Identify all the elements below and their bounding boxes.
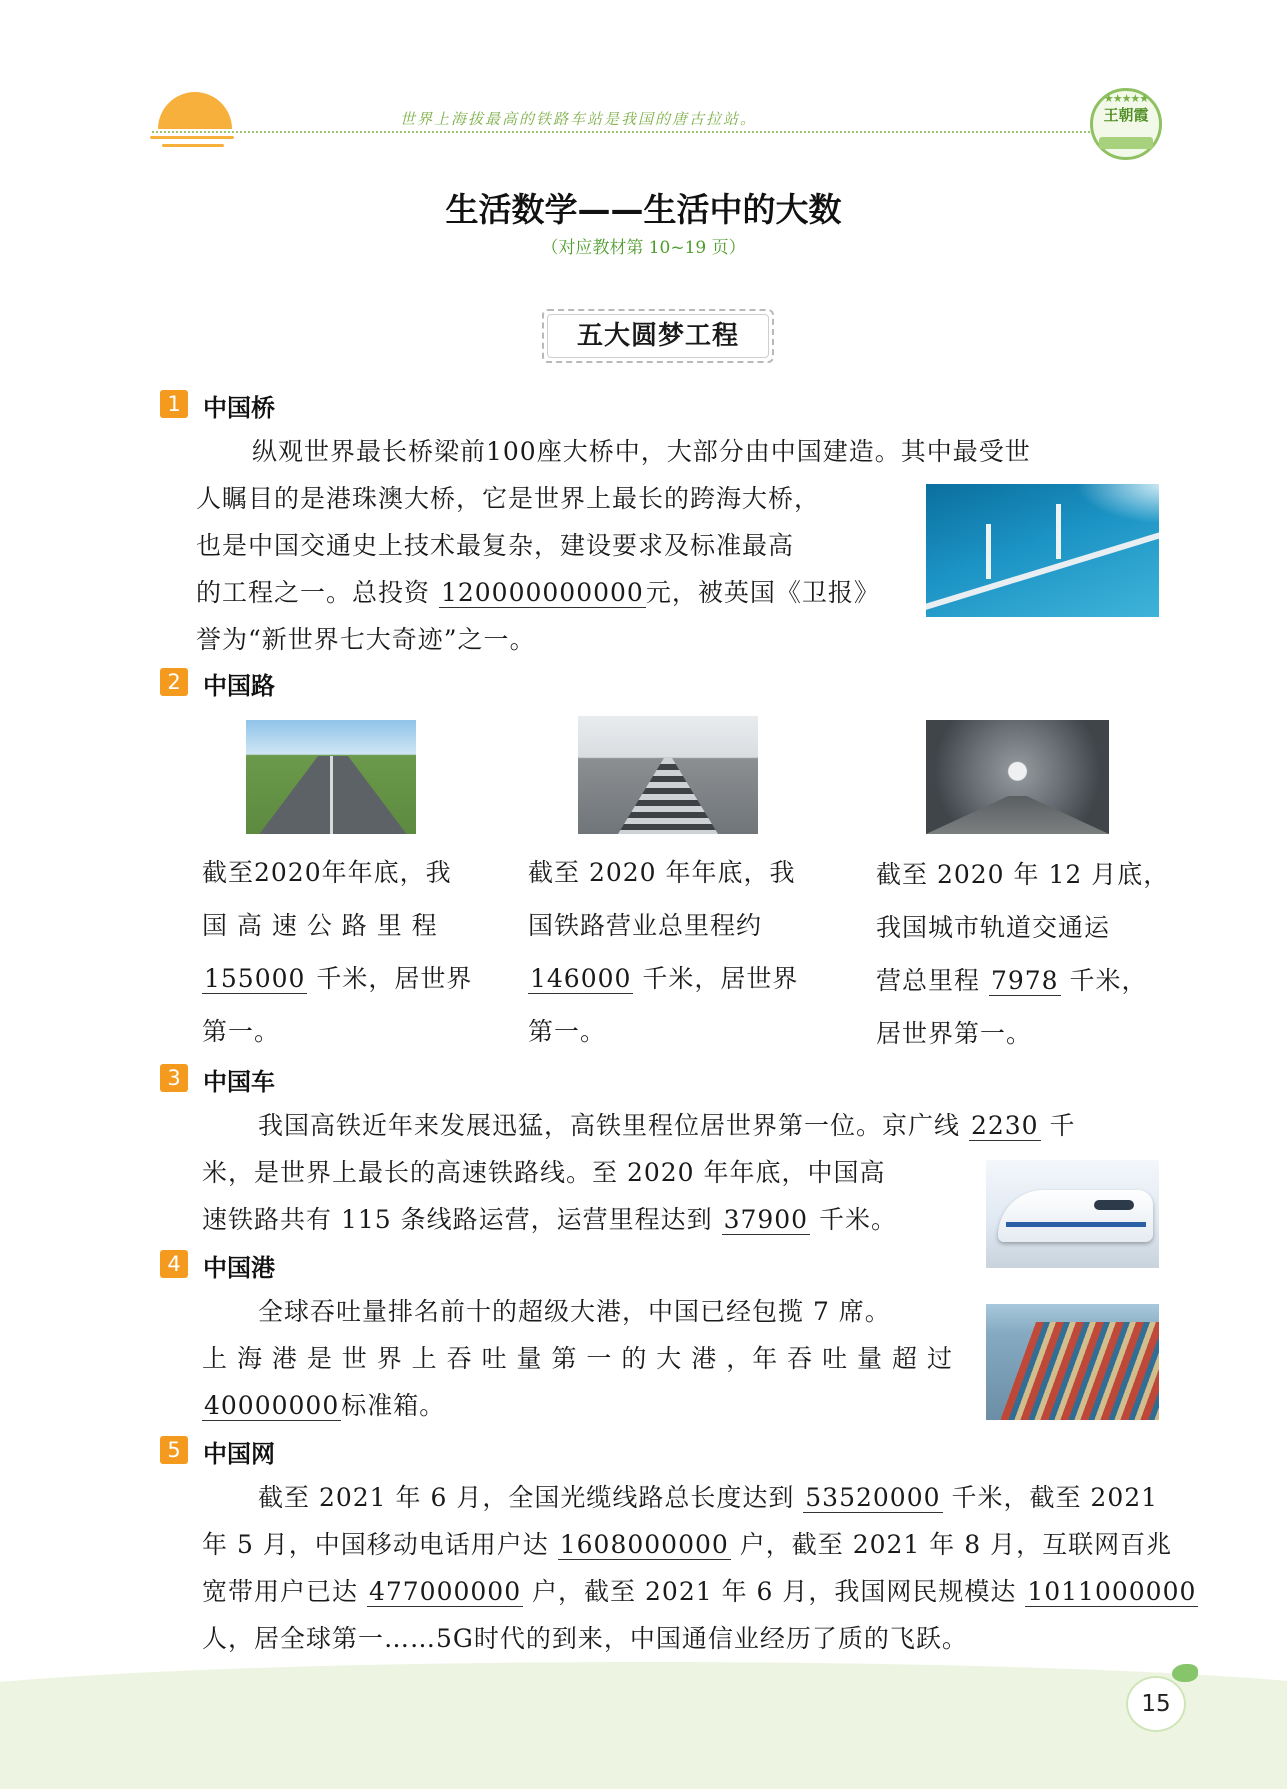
text-line [202, 1474, 1182, 1521]
section-heading: 中国车 [203, 1068, 275, 1096]
text-span: 的工程之一。总投资 [196, 578, 439, 607]
text-line [202, 1521, 1182, 1568]
text-span: 截至 2020 年 12 月底， [876, 860, 1170, 889]
text-span: 户，截至 2021 年 8 月，互联网百兆 [730, 1530, 1173, 1559]
underlined-number: 2230 [970, 1111, 1039, 1140]
footer-band [0, 1688, 1287, 1789]
text-line [528, 846, 828, 899]
highway-photo [246, 720, 416, 834]
text-span: 千米，居世界 [633, 964, 799, 993]
bridge-photo [926, 484, 1159, 617]
railway-text [528, 846, 828, 1058]
text-span: 居世界第一。 [876, 1019, 1033, 1048]
text-span: 第一。 [202, 1017, 281, 1046]
text-line [202, 846, 472, 899]
text-span: 年 5 月，中国移动电话用户达 [202, 1530, 558, 1559]
sun-wave [162, 144, 224, 147]
badge-stars: ★★★★★ [1103, 92, 1149, 105]
text-span: 人瞩目的是港珠澳大桥，它是世界上最长的跨海大桥， [196, 484, 821, 513]
page-number: 15 [1128, 1678, 1184, 1730]
text-line [876, 901, 1176, 954]
underlined-number: 1608000000 [559, 1530, 729, 1559]
text-span: 我国城市轨道交通运 [876, 913, 1111, 942]
underlined-number: 120000000000 [440, 578, 644, 607]
text-line [528, 899, 828, 952]
sun-logo [158, 92, 232, 129]
section-heading: 中国网 [203, 1440, 275, 1468]
text-span: 截至 2021 年 6 月，全国光缆线路总长度达到 [258, 1483, 804, 1512]
text-span: 户，截至 2021 年 6 月，我国网民规模达 [523, 1577, 1026, 1606]
underlined-number: 155000 [204, 964, 306, 993]
text-span: 标准箱。 [341, 1391, 446, 1420]
header-rule [152, 131, 1090, 133]
sun-wave [150, 136, 234, 139]
text-span: 速铁路共有 115 条线路运营，运营里程达到 [202, 1205, 722, 1234]
text-line [876, 848, 1176, 901]
text-span: 上 海 港 是 世 界 上 吞 吐 量 第 一 的 大 港 ，年 吞 吐 量 超 过 [202, 1344, 953, 1373]
section-number: 5 [160, 1436, 188, 1464]
badge-name: 王朝霞 [1103, 106, 1149, 124]
metro-text [876, 848, 1176, 1060]
text-span: 也是中国交通史上技术最复杂，建设要求及标准最高 [196, 531, 795, 560]
underlined-number: 477000000 [368, 1577, 522, 1606]
text-line [196, 616, 1178, 663]
section-number: 3 [160, 1064, 188, 1092]
metro-tunnel-photo [926, 720, 1109, 834]
text-line [202, 899, 472, 952]
text-span: 千米，居世界 [307, 964, 473, 993]
high-speed-train-photo [986, 1160, 1159, 1268]
text-span: 营总里程 [876, 966, 989, 995]
text-span: 我国高铁近年来发展迅猛，高铁里程位居世界第一位。京广线 [258, 1111, 969, 1140]
text-span: 元，被英国《卫报》 [645, 578, 880, 607]
text-span: 誉为“新世界七大奇迹”之一。 [196, 625, 536, 654]
text-span: 千米，截至 2021 [942, 1483, 1159, 1512]
text-span: 截至2020年年底，我 [202, 858, 452, 887]
text-span: 国铁路营业总里程约 [528, 911, 763, 940]
text-span: 宽带用户已达 [202, 1577, 367, 1606]
section-heading: 中国桥 [203, 394, 275, 422]
text-span: 全球吞吐量排名前十的超级大港，中国已经包揽 7 席。 [258, 1297, 891, 1326]
underlined-number: 146000 [530, 964, 632, 993]
text-line [202, 1102, 1182, 1149]
text-span: 千 [1040, 1111, 1076, 1140]
section-number: 2 [160, 668, 188, 696]
underlined-number: 40000000 [204, 1391, 340, 1420]
dolphin-icon [1172, 1664, 1198, 1682]
text-span: 米，是世界上最长的高速铁路线。至 2020 年年底，中国高 [202, 1158, 886, 1187]
section-5-text [202, 1474, 1197, 1662]
badge-ribbon [1099, 137, 1153, 149]
text-line [200, 428, 1178, 475]
section-heading: 中国港 [203, 1254, 275, 1282]
text-line [876, 1007, 1176, 1060]
section-4-text [202, 1288, 982, 1429]
underlined-number: 53520000 [805, 1483, 941, 1512]
section-heading: 中国路 [203, 672, 275, 700]
text-line [528, 952, 828, 1005]
text-line [202, 952, 472, 1005]
section-title-text: 五大圆梦工程 [576, 321, 739, 351]
text-line [202, 1568, 1197, 1615]
page-subtitle: （对应教材第 10~19 页） [541, 238, 746, 258]
underlined-number: 1011000000 [1027, 1577, 1197, 1606]
header-tagline: 世界上海拔最高的铁路车站是我国的唐古拉站。 [400, 110, 758, 128]
page-title: 生活数学——生活中的大数 [445, 190, 842, 229]
text-line [202, 1382, 982, 1429]
underlined-number: 7978 [990, 966, 1059, 995]
text-line [202, 1615, 1182, 1662]
text-span: 国 高 速 公 路 里 程 [202, 911, 438, 940]
text-span: 千米。 [810, 1205, 898, 1234]
text-span: 截至 2020 年年底，我 [528, 858, 796, 887]
underlined-number: 37900 [723, 1205, 809, 1234]
section-number: 1 [160, 390, 188, 418]
text-line [528, 1005, 828, 1058]
text-span: 千米， [1060, 966, 1148, 995]
railway-photo [578, 716, 758, 834]
shanghai-port-photo [986, 1304, 1159, 1420]
section-number: 4 [160, 1250, 188, 1278]
text-span: 第一。 [528, 1017, 607, 1046]
section-title [542, 309, 774, 363]
text-line [876, 954, 1176, 1007]
text-line [202, 1005, 472, 1058]
text-line [202, 1288, 982, 1335]
text-span: 人，居全球第一……5G时代的到来，中国通信业经历了质的飞跃。 [202, 1624, 968, 1653]
text-line [202, 1335, 982, 1382]
highway-text [202, 846, 472, 1058]
publisher-badge [1090, 88, 1162, 160]
text-span: 纵观世界最长桥梁前100座大桥中，大部分由中国建造。其中最受世 [252, 437, 1031, 466]
